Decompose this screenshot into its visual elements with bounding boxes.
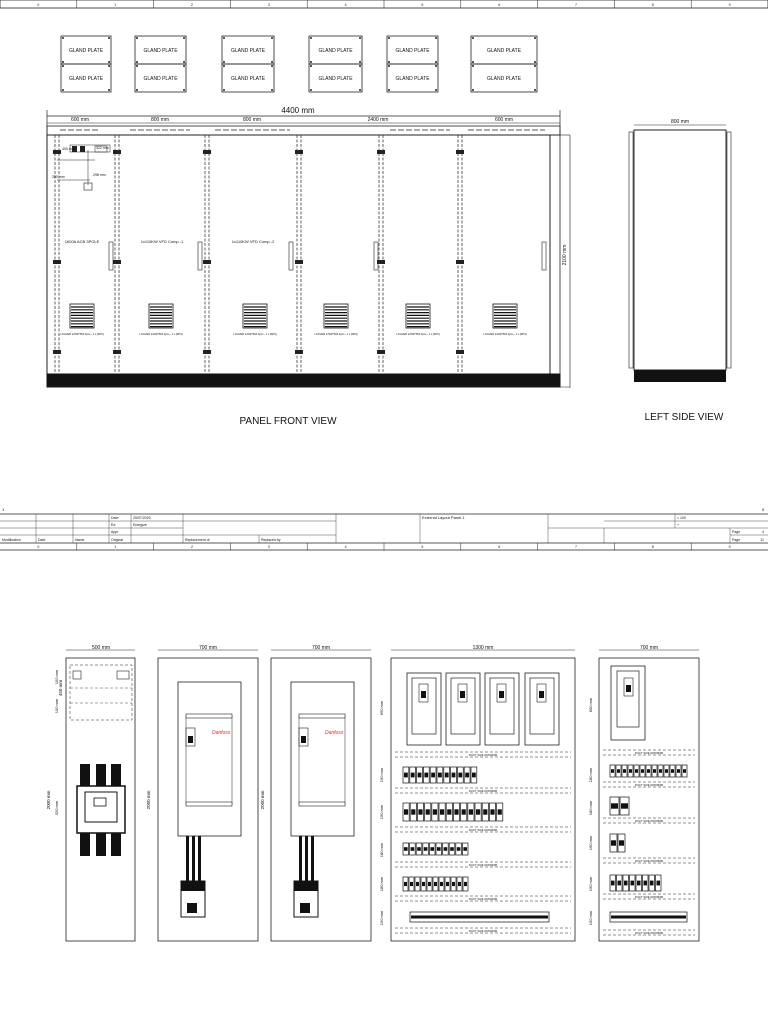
grid-col-2: 2 [191, 3, 193, 7]
panel-front-view [47, 106, 570, 388]
grid-col-8: 8 [651, 545, 654, 549]
grid-col-5: 5 [421, 545, 424, 549]
section-width-2: 800 mm [150, 117, 170, 123]
panel-distribution-internal [379, 645, 575, 941]
louver-caption: LOUVER 1x500*500 3pcs - 1 L [SPS] [483, 333, 527, 336]
left-side-view [629, 119, 731, 382]
door-handle [109, 242, 113, 270]
duct-label: DUCT SIZE 60X60MM [634, 783, 664, 787]
p2-height: 2000 mm [146, 790, 151, 810]
p4-dim-650: 650 mm [379, 700, 384, 716]
panel-label-vfd-1: 1x110KW VFD Comp.-1 [140, 239, 184, 244]
grid-col-9: 9 [728, 3, 731, 7]
height-label: 2100 mm [562, 244, 568, 266]
tb-date-label: Date [111, 516, 119, 520]
p1-width: 500 mm [91, 645, 111, 651]
grid-col-7: 7 [575, 545, 577, 549]
duct-label: DUCT SIZE 60X60MM [634, 859, 664, 863]
panel-control-internal [588, 645, 699, 941]
grid-col-1: 1 [114, 3, 117, 7]
grid-col-8: 8 [651, 3, 654, 7]
internal-layout [46, 645, 699, 941]
tb-appr-label: Appr [111, 530, 119, 534]
tb-date-value: 25/07/2025 [133, 516, 151, 520]
duct-label: DUCT SIZE 60X60MM [634, 751, 664, 755]
p4-dim-180b: 180 mm [379, 876, 384, 892]
tb-replacement: Replacement of [185, 538, 210, 542]
panel-vfd-1-internal [146, 645, 258, 941]
tb-replaced-by: Replaced by [261, 538, 281, 542]
gland-plate-label: GLAND PLATE [68, 48, 104, 54]
p4-dim-180a: 180 mm [379, 842, 384, 858]
tb-modification: Modification [2, 538, 21, 542]
dim-250: 250 mm [52, 175, 65, 179]
tb-code-2: + [677, 523, 680, 527]
p2-width: 700 mm [198, 645, 218, 651]
total-width-label: 4400 mm [281, 106, 315, 115]
duct-label: DUCT SIZE 60X60MM [468, 753, 498, 757]
section-width-3: 800 mm [242, 117, 262, 123]
tb-page2-value: 11 [760, 538, 764, 542]
front-view-title: PANEL FRONT VIEW [239, 416, 337, 427]
duct-label: DUCT SIZE 60X60MM [468, 789, 498, 793]
p4-dim-190b: 190 mm [379, 804, 384, 820]
side-view-title: LEFT SIDE VIEW [644, 412, 724, 423]
gland-plate-label: GLAND PLATE [143, 76, 178, 82]
panel-label-vfd-2: 1x110KW VFD Comp.-2 [231, 239, 275, 244]
dim-400: 400 mm [62, 147, 75, 151]
tb-code-1: = 100 [677, 516, 686, 520]
door-handle [542, 242, 546, 270]
p5-dim-180a: 180 mm [588, 767, 593, 783]
grid-col-5: 5 [421, 3, 424, 7]
duct-label: DUCT SIZE 60X60MM [634, 819, 664, 823]
p5-dim-190a: 190 mm [588, 835, 593, 851]
duct-label: DUCT SIZE 60X60MM [468, 929, 498, 933]
gland-plate-label: GLAND PLATE [230, 76, 266, 82]
louver-caption: LOUVER 1x500*500 3pcs - 1 L [SPS] [314, 333, 358, 336]
grid-col-2: 2 [191, 545, 193, 549]
gland-plate-label: GLAND PLATE [318, 48, 353, 54]
p3-width: 700 mm [311, 645, 331, 651]
gland-plate-label: GLAND PLATE [68, 76, 104, 82]
gland-plate-label: GLAND PLATE [143, 48, 178, 54]
grid-col-6: 6 [498, 3, 501, 7]
p4-dim-190a: 190 mm [379, 767, 384, 783]
p1-dim-320: 320 mm [54, 800, 59, 816]
grid-col-6: 6 [498, 545, 501, 549]
p5-width: 700 mm [639, 645, 659, 651]
p1-dim-450: 450 mm [58, 679, 63, 697]
door-handle [374, 242, 378, 270]
sheet-1-frame [0, 0, 768, 8]
tb-ed-value: Energize [133, 523, 147, 527]
p1-dim-100: 100 mm [54, 698, 59, 714]
grid-col-1: 1 [114, 545, 117, 549]
dim-312: 312 mm [96, 146, 109, 150]
p3-height: 2000 mm [260, 790, 265, 810]
p5-dim-180b: 180 mm [588, 800, 593, 816]
tb-page-label: Page [732, 530, 741, 534]
door-handle [198, 242, 202, 270]
duct-label: DUCT SIZE 60X60MM [468, 828, 498, 832]
grid-col-0: 0 [37, 3, 40, 7]
louver-caption: LOUVER 1x500*500 3pcs - 1 L [SPS] [60, 333, 104, 336]
grid-col-3: 3 [267, 545, 270, 549]
edge-left: 1 [2, 507, 5, 512]
edge-right: 5 [762, 507, 765, 512]
section-width-1: 600 mm [70, 117, 90, 123]
grid-col-3: 3 [267, 3, 270, 7]
tb-date2: Date [38, 538, 46, 542]
gland-plate-label: GLAND PLATE [486, 48, 522, 54]
tb-page-value: 4 [762, 530, 764, 534]
tb-name: Name [75, 538, 85, 542]
louver-caption: LOUVER 1x500*500 3pcs - 1 L [SPS] [396, 333, 440, 336]
p1-height: 2000 mm [46, 790, 51, 810]
door-handle [289, 242, 293, 270]
p2-brand: Danfoss [212, 730, 231, 736]
side-width-label: 800 mm [670, 119, 690, 125]
duct-label: DUCT SIZE 60X60MM [634, 931, 664, 935]
tb-ed-label: Ed. [111, 523, 117, 527]
tb-page2-label: Page [732, 538, 741, 542]
tb-drawing-title: External Layout Panel-1 [422, 515, 465, 520]
dim-298: 298 mm [93, 173, 106, 177]
duct-label: DUCT SIZE 60X60MM [468, 897, 498, 901]
gland-plate-label: GLAND PLATE [395, 48, 430, 54]
panel-acb-internal [46, 645, 135, 941]
grid-col-4: 4 [344, 3, 347, 7]
duct-label: DUCT SIZE 60X60MM [634, 895, 664, 899]
gland-plate-label: GLAND PLATE [395, 76, 430, 82]
p4-width: 1300 mm [472, 645, 494, 651]
grid-col-9: 9 [728, 545, 731, 549]
panel-vfd-2-internal [260, 645, 371, 941]
section-width-5: 600 mm [494, 117, 514, 123]
p4-dim-150: 150 mm [379, 910, 384, 926]
section-width-4: 2400 mm [367, 117, 389, 123]
p1-dim-150: 150 mm [54, 669, 59, 685]
title-block [0, 507, 768, 550]
gland-plate-label: GLAND PLATE [486, 76, 522, 82]
grid-col-7: 7 [575, 3, 577, 7]
gland-plate-label: GLAND PLATE [318, 76, 353, 82]
gland-plates [61, 36, 537, 92]
p5-dim-800: 800 mm [588, 697, 593, 713]
p5-dim-150: 150 mm [588, 910, 593, 926]
louver-caption: LOUVER 1x500*500 3pcs - 1 L [SPS] [233, 333, 277, 336]
grid-col-4: 4 [344, 545, 347, 549]
gland-plate-label: GLAND PLATE [230, 48, 266, 54]
panel-label-acb: 1600A ACB 3POLE [64, 239, 100, 244]
louver-caption: LOUVER 1x500*500 3pcs - 1 L [SPS] [139, 333, 183, 336]
grid-col-0: 0 [37, 545, 40, 549]
p5-dim-190b: 190 mm [588, 876, 593, 892]
tb-original: Original [111, 538, 124, 542]
duct-label: DUCT SIZE 60X60MM [468, 863, 498, 867]
p3-brand: Danfoss [325, 730, 344, 736]
